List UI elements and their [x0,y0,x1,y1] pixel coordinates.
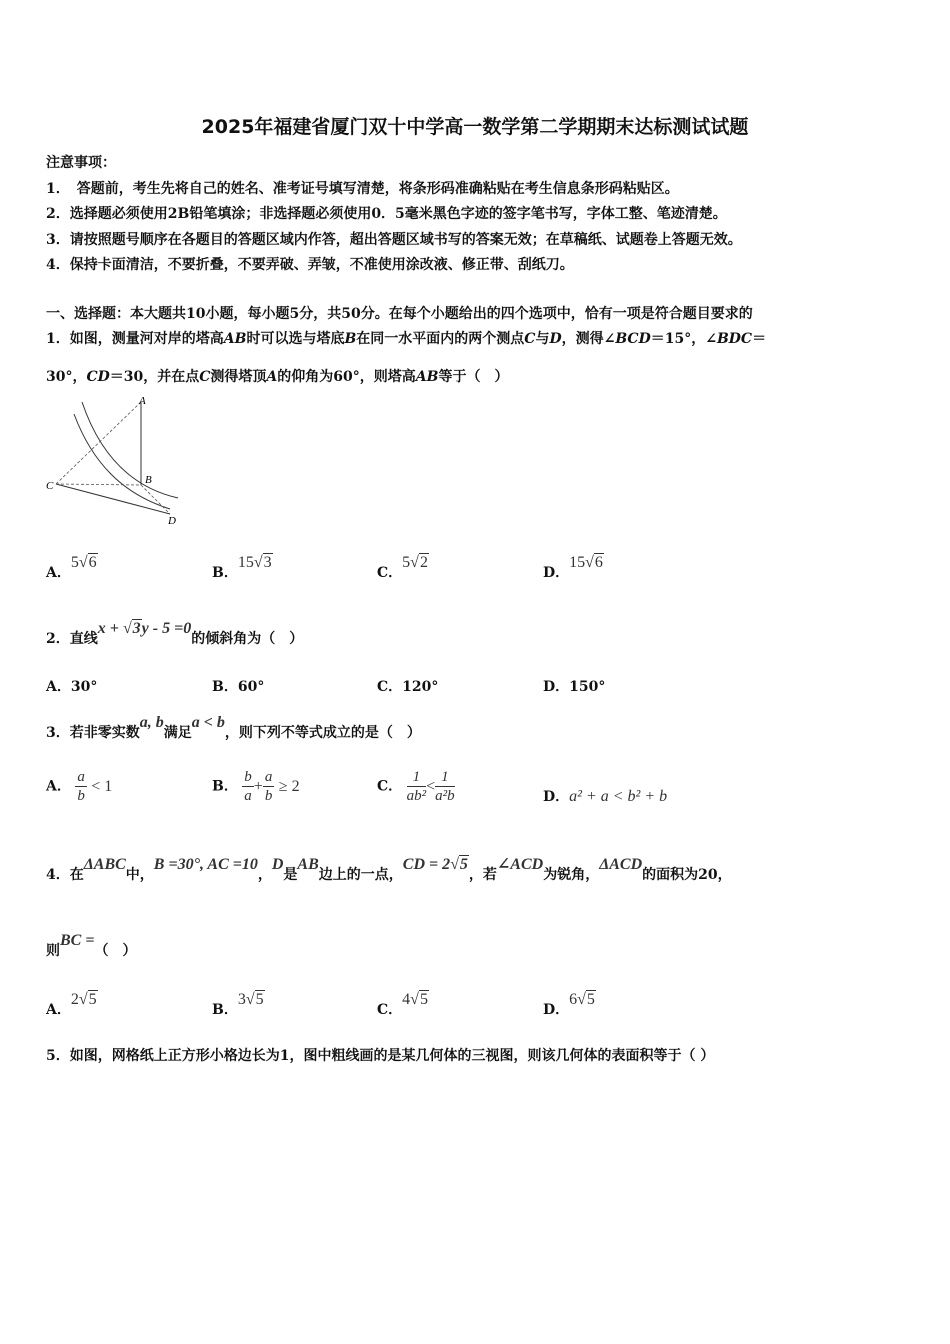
notice-item-3: 3．请按照题号顺序在各题目的答题区域内作答，超出答题区域书写的答案无效；在草稿纸、试题卷上答题无效。 [46,232,742,248]
section-heading: 一、选择题：本大题共10小题，每小题5分，共50分。在每个小题给出的四个选项中，恰有一项是符合题目要求的 [46,306,753,322]
page-title: 2025年福建省厦门双十中学高一数学第二学期期末达标测试试题 [201,116,749,138]
q1-line-1: 1．如图，测量河对岸的塔高AB时可以选与塔底B在同一水平面内的两个测点C与D，测得∠BCD＝15°，∠BDC＝ [46,331,767,347]
q1-option-a[interactable]: A．5√6 [46,554,97,581]
river-bank-lower [74,414,170,509]
notice-item-4: 4．保持卡面清洁，不要折叠，不要弄破、弄皱，不准使用涂改液、修正带、刮纸刀。 [46,257,574,273]
q2-stem: 2．直线x + √3y - 5 =0的倾斜角为（ ） [46,620,304,647]
q3-option-d[interactable]: D．a² + a < b² + b [543,788,668,805]
q2-option-b[interactable]: B．60° [212,679,265,695]
notice-heading: 注意事项： [46,155,116,171]
q4-option-c[interactable]: C．4√5 [377,991,428,1018]
label-a: A [139,395,146,407]
q1-tower-figure [44,392,184,530]
q4-option-b[interactable]: B．3√5 [212,991,264,1018]
q3-option-c[interactable]: C． $\frac{1}{\text{ab²}}$ < $\frac{1}{\text{a²b}}$ [377,769,455,804]
label-d: D [168,515,176,527]
q1-line-2: 30°，CD＝30，并在点C测得塔顶A的仰角为60°，则塔高AB等于（ ） [46,369,509,385]
notice-item-2: 2．选择题必须使用2B铅笔填涂；非选择题必须使用0．5毫米黑色字迹的签字笔书写，字体工整、笔迹清楚。 [46,206,727,222]
q4-option-d[interactable]: D．6√5 [543,991,595,1018]
q3-stem: 3．若非零实数a, b满足a < b，则下列不等式成立的是（ ） [46,714,421,741]
q3-option-b[interactable]: B． $\frac{b}{a}$ + $\frac{a}{b}$ ≥ 2 [212,769,300,804]
q1-option-c[interactable]: C．5√2 [377,554,428,581]
q3-option-a[interactable]: A． $\frac{a}{b}$ < 1 [46,769,113,804]
line-cd [56,484,170,514]
river-bank-upper [82,402,178,498]
q2-option-d[interactable]: D．150° [543,679,606,695]
q4-option-a[interactable]: A．2√5 [46,991,97,1018]
line-cb [56,484,141,485]
q2-option-c[interactable]: C．120° [377,679,439,695]
q4-stem-line-2: 则BC =（ ） [46,932,137,959]
label-c: C [46,480,54,492]
q1-option-b[interactable]: B．15√3 [212,554,272,581]
line-ca [56,402,141,484]
q2-option-a[interactable]: A．30° [46,679,98,695]
notice-item-1: 1． 答题前，考生先将自己的姓名、准考证号填写清楚，将条形码准确粘贴在考生信息条形码粘贴区。 [46,181,679,197]
label-b: B [145,474,152,486]
q1-option-d[interactable]: D．15√6 [543,554,603,581]
q4-stem-line-1: 4．在ΔABC中，B =30°, AC =10，D是AB边上的一点，CD = 2√5，若∠ACD为锐角，ΔACD的面积为20， [46,856,732,883]
q5-stem: 5．如图，网格纸上正方形小格边长为1，图中粗线画的是某几何体的三视图，则该几何体的表面积等于（ ） [46,1048,715,1064]
